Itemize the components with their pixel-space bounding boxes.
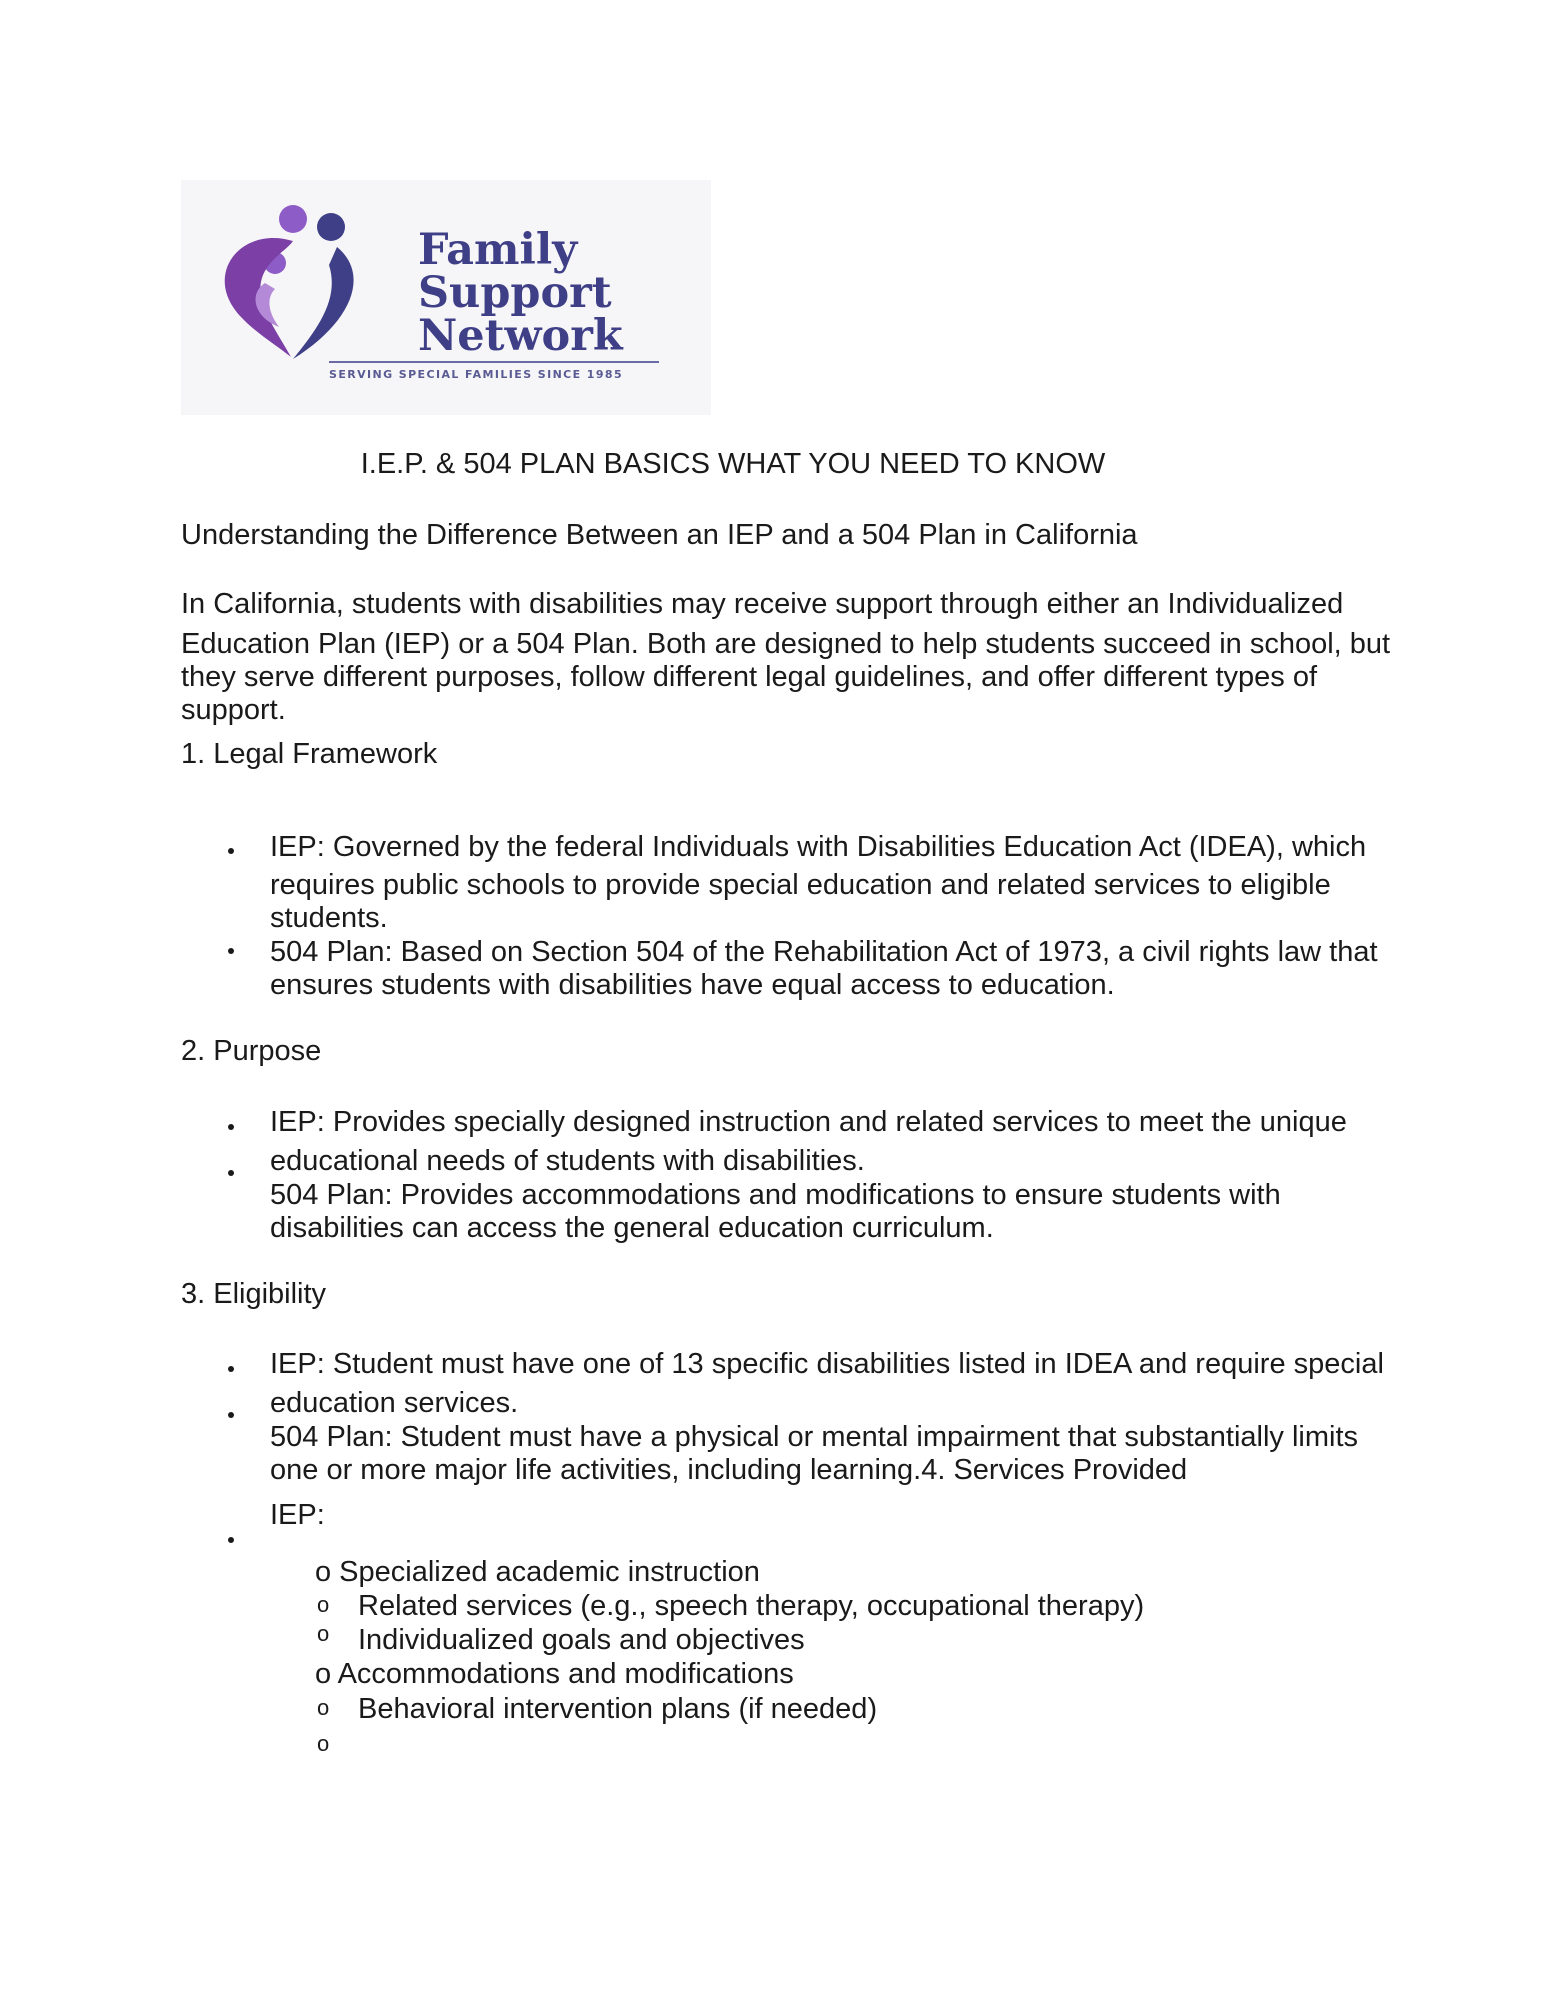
service-item: o Accommodations and modifications <box>315 1658 794 1690</box>
bullet-icon <box>228 1124 234 1130</box>
logo-tagline: SERVING SPECIAL FAMILIES SINCE 1985 <box>329 368 624 381</box>
intro-line: In California, students with disabilities may receive support through either an Individualized <box>181 588 1344 620</box>
eligibility-line: education services. <box>270 1387 519 1419</box>
legal-iep-line: IEP: Governed by the federal Individuals with Disabilities Education Act (IDEA), which <box>270 831 1367 863</box>
legal-504-line: 504 Plan: Based on Section 504 of the Rehabilitation Act of 1973, a civil rights law that <box>270 936 1378 968</box>
bullet-icon <box>228 1366 234 1372</box>
service-item: o Specialized academic instruction <box>315 1556 760 1588</box>
eligibility-line: IEP: Student must have one of 13 specific disabilities listed in IDEA and require special <box>270 1348 1384 1380</box>
section-heading-eligibility: 3. Eligibility <box>181 1278 327 1310</box>
logo-word-network: Network <box>418 311 623 361</box>
legal-iep-line: students. <box>270 902 388 934</box>
service-item: Behavioral intervention plans (if needed) <box>358 1693 878 1725</box>
legal-iep-line: requires public schools to provide special education and related services to eligible <box>270 869 1331 901</box>
logo-word-support: Support <box>418 268 612 318</box>
family-heart-icon <box>201 205 371 375</box>
family-support-network-logo <box>181 180 711 415</box>
service-item: Individualized goals and objectives <box>358 1624 805 1656</box>
intro-line: support. <box>181 694 286 726</box>
eligibility-line: 504 Plan: Student must have a physical or mental impairment that substantially limits <box>270 1421 1359 1453</box>
section-heading-legal: 1. Legal Framework <box>181 738 438 770</box>
bullet-icon <box>228 1412 234 1418</box>
logo-divider <box>329 361 659 363</box>
service-item: Related services (e.g., speech therapy, occupational therapy) <box>358 1590 1145 1622</box>
bullet-icon <box>228 948 234 954</box>
purpose-line: 504 Plan: Provides accommodations and modifications to ensure students with <box>270 1179 1281 1211</box>
sub-bullet-icon: o <box>317 1621 330 1646</box>
bullet-icon <box>228 1537 234 1543</box>
sub-bullet-icon: o <box>317 1731 330 1756</box>
section-heading-purpose: 2. Purpose <box>181 1035 322 1067</box>
intro-line: Education Plan (IEP) or a 504 Plan. Both are designed to help students succeed in school, but <box>181 628 1391 660</box>
bullet-icon <box>228 1170 234 1176</box>
page-subtitle: Understanding the Difference Between an IEP and a 504 Plan in California <box>181 519 1138 551</box>
purpose-line: educational needs of students with disabilities. <box>270 1145 865 1177</box>
sub-bullet-icon: o <box>317 1592 330 1617</box>
legal-504-line: ensures students with disabilities have equal access to education. <box>270 969 1115 1001</box>
page-title: I.E.P. & 504 PLAN BASICS WHAT YOU NEED TO KNOW <box>360 448 1106 480</box>
bullet-icon <box>228 848 234 854</box>
purpose-line: IEP: Provides specially designed instruction and related services to meet the unique <box>270 1106 1347 1138</box>
eligibility-line: one or more major life activities, including learning.4. Services Provided <box>270 1454 1188 1486</box>
sub-bullet-icon: o <box>317 1695 330 1720</box>
purpose-line: disabilities can access the general education curriculum. <box>270 1212 994 1244</box>
services-iep-label: IEP: <box>270 1499 325 1531</box>
logo-word-family: Family <box>418 225 578 275</box>
intro-line: they serve different purposes, follow different legal guidelines, and offer different types of <box>181 661 1318 693</box>
